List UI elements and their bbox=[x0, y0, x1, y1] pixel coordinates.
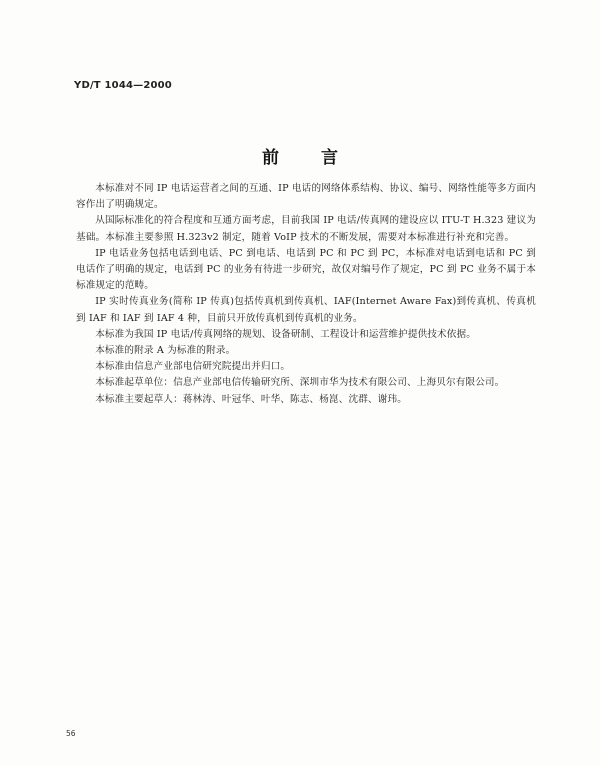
page-title bbox=[0, 143, 600, 168]
paragraph-drafting-units: 本标准起草单位：信息产业部电信传输研究所、深圳市华为技术有限公司、上海贝尔有限公司。 bbox=[95, 377, 505, 389]
paragraph-services: IP 电话业务包括电话到电话、PC 到电话、电话到 PC 和 PC 到 PC，本标准对电话到电话和 PC 到电话作了明确的规定，电话到 PC 的业务有待进一步研究，故仅对编号作了规定，PC 到 PC 业务不属于本标准规定的范畴。 bbox=[76, 247, 536, 292]
paragraph-scope: 本标准对不同 IP 电话运营者之间的互通、IP 电话的网络体系结构、协议、编号、网络性能等多方面内容作出了明确规定。 bbox=[76, 183, 536, 211]
title-char-2: 言 bbox=[321, 148, 338, 168]
paragraph-purpose: 本标准为我国 IP 电话/传真网络的规划、设备研制、工程设计和运营维护提供技术依据。 bbox=[95, 328, 477, 340]
title-char-1: 前 bbox=[262, 148, 279, 168]
page-number: 56 bbox=[66, 729, 76, 738]
standard-code: YD/T 1044—2000 bbox=[74, 80, 172, 91]
paragraph-proposer: 本标准由信息产业部电信研究院提出并归口。 bbox=[95, 361, 291, 373]
paragraph-drafters: 本标准主要起草人：蒋林涛、叶冠华、叶华、陈志、杨崑、沈群、谢玮。 bbox=[95, 393, 407, 405]
paragraph-basis: 从国际标准化的符合程度和互通方面考虑，目前我国 IP 电话/传真网的建设应以 ITU-T H.323 建议为基础。本标准主要参照 H.323v2 制定，随着 VoIP 技术的不断发展，需要对本标准进行补充和完善。 bbox=[76, 215, 536, 243]
paragraph-appendix: 本标准的附录 A 为标准的附录。 bbox=[95, 345, 236, 357]
foreword-body bbox=[76, 181, 536, 408]
paragraph-fax: IP 实时传真业务(简称 IP 传真)包括传真机到传真机、IAF(Internet Aware Fax)到传真机、传真机到 IAF 和 IAF 到 IAF 4 种，目前只开放传真机到传真机的业务。 bbox=[76, 296, 536, 324]
